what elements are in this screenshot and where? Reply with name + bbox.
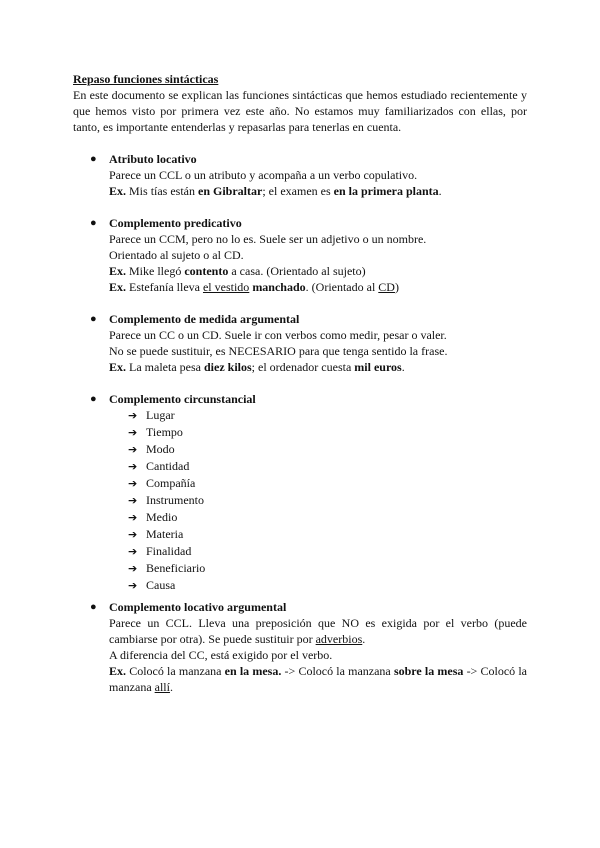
example-highlight: mil euros [354, 360, 402, 374]
arrow-right-icon: ➔ [128, 477, 138, 490]
list-item: ➔ Cantidad [128, 459, 190, 473]
example-line [109, 359, 530, 375]
bullet-icon: ● [90, 313, 97, 325]
intro-paragraph: En este documento se explican las funciones sintácticas que hemos estudiado recientemente y que hemos visto por primera vez este año. No estamos muy familiarizados con ellas, por tanto, es importante entenderlas y repasarlas para tenerlas en cuenta. [73, 88, 527, 134]
circunstancial-list [128, 407, 530, 594]
list-item: ➔ Finalidad [128, 544, 192, 558]
example-text: Colocó la manzana [126, 664, 225, 678]
example-highlight: diez kilos [203, 360, 252, 374]
section-complemento-circunstancial [90, 391, 530, 594]
underlined-term: adverbios [315, 632, 363, 646]
section-description: Orientado al sujeto o al CD. [109, 248, 244, 262]
example-text: . [438, 184, 442, 198]
example-text: ) [394, 280, 399, 294]
bullet-icon: ● [90, 153, 97, 165]
example-underlined: CD [378, 280, 395, 294]
bullet-icon: ● [90, 393, 97, 405]
list-item: ➔ Tiempo [128, 425, 183, 439]
example-text: a casa. (Orientado al sujeto) [228, 264, 366, 278]
arrow-right-icon: ➔ [128, 409, 138, 422]
section-description: Parece un CCL o un atributo y acompaña a un verbo copulativo. [109, 168, 418, 182]
arrow-right-icon: ➔ [128, 494, 138, 507]
arrow-right-icon: ➔ [128, 511, 138, 524]
section-title: Atributo locativo [109, 152, 197, 166]
document-title: Repaso funciones sintácticas [73, 72, 219, 86]
list-item: ➔ Medio [128, 510, 178, 524]
example-text: Estefanía lleva [126, 280, 203, 294]
section-description: No se puede sustituir, es NECESARIO para que tenga sentido la frase. [109, 344, 448, 358]
list-item: ➔ Instrumento [128, 493, 204, 507]
list-item: ➔ Lugar [128, 408, 175, 422]
list-item: ➔ Causa [128, 578, 176, 592]
section-complemento-medida [90, 311, 530, 375]
example-label: Ex. [109, 264, 127, 278]
section-title: Complemento de medida argumental [109, 312, 300, 326]
example-highlight: en Gibraltar [198, 184, 263, 198]
example-underlined: allí [154, 680, 170, 694]
example-highlight: en la mesa. [224, 664, 282, 678]
example-text: . [401, 360, 405, 374]
example-text: La maleta pesa [126, 360, 204, 374]
example-line [109, 279, 530, 295]
section-complemento-predicativo [90, 215, 530, 295]
example-text: Mis tías están [126, 184, 199, 198]
example-underlined: el vestido [202, 280, 250, 294]
list-item: ➔ Modo [128, 442, 175, 456]
list-item: ➔ Materia [128, 527, 184, 541]
example-line [109, 663, 527, 695]
section-complemento-locativo-argumental [90, 599, 530, 695]
arrow-right-icon: ➔ [128, 562, 138, 575]
example-line [109, 183, 530, 199]
arrow-right-icon: ➔ [128, 460, 138, 473]
example-label: Ex. [109, 184, 127, 198]
section-description: Parece un CC o un CD. Suele ir con verbos como medir, pesar o valer. [109, 328, 447, 342]
example-text: ; el ordenador cuesta [251, 360, 355, 374]
section-title: Complemento locativo argumental [109, 600, 287, 614]
arrow-right-icon: ➔ [128, 443, 138, 456]
list-item: ➔ Compañía [128, 476, 196, 490]
example-line [109, 263, 530, 279]
arrow-right-icon: ➔ [128, 426, 138, 439]
bullet-icon: ● [90, 601, 97, 613]
example-text: -> Colocó la manzana [109, 664, 527, 694]
example-highlight: manchado [252, 280, 306, 294]
section-title: Complemento predicativo [109, 216, 242, 230]
bullet-icon: ● [90, 217, 97, 229]
section-title: Complemento circunstancial [109, 392, 256, 406]
section-description: A diferencia del CC, está exigido por el verbo. [109, 648, 333, 662]
example-text: . (Orientado al [305, 280, 379, 294]
example-text: -> Colocó la manzana [281, 664, 394, 678]
section-atributo-locativo [90, 151, 530, 199]
arrow-right-icon: ➔ [128, 528, 138, 541]
example-label: Ex. [109, 360, 127, 374]
section-description: Parece un CCL. Lleva una preposición que NO es exigida por el verbo (puede cambiarse por otra). Se puede sustituir por adverbios. [109, 616, 527, 646]
example-text: . [169, 680, 173, 694]
example-highlight: sobre la mesa [393, 664, 464, 678]
arrow-right-icon: ➔ [128, 545, 138, 558]
list-item: ➔ Beneficiario [128, 561, 206, 575]
example-text: Mike llegó [126, 264, 185, 278]
example-text: ; el examen es [262, 184, 334, 198]
example-label: Ex. [109, 664, 127, 678]
example-label: Ex. [109, 280, 127, 294]
example-highlight: en la primera planta [333, 184, 439, 198]
example-highlight: contento [184, 264, 229, 278]
arrow-right-icon: ➔ [128, 579, 138, 592]
section-description: Parece un CCM, pero no lo es. Suele ser un adjetivo o un nombre. [109, 232, 427, 246]
